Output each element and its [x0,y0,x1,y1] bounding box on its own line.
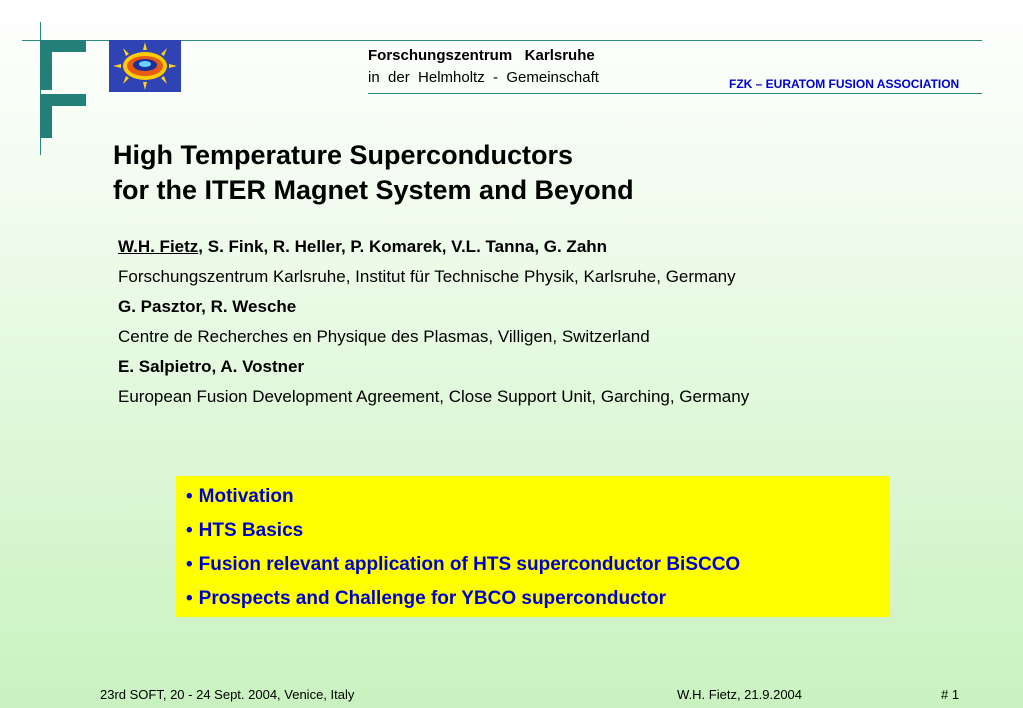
affiliation-3: European Fusion Development Agreement, Close Support Unit, Garching, Germany [118,387,750,406]
logo-bar-horizontal-top [40,40,86,52]
slide-title [113,138,634,208]
presenter-name: W.H. Fietz [118,237,199,256]
bullet-icon: • [186,554,193,575]
outline-item [186,482,890,516]
euratom-emblem-icon [109,40,181,92]
outline-item [186,584,890,618]
outline-list [176,476,890,618]
outline-item-label: Fusion relevant application of HTS superconductor BiSCCO [198,554,741,575]
footer-page-number: # 1 [941,687,960,702]
institute-subtitle: in der Helmholtz - Gemeinschaft [368,69,599,86]
affiliation-2: Centre de Recherches en Physique des Plasmas, Villigen, Switzerland [118,327,650,346]
outline-item-label: Motivation [198,486,294,507]
footer-author-date: W.H. Fietz, 21.9.2004 [677,687,803,702]
author-group-3: E. Salpietro, A. Vostner [118,357,305,376]
bullet-icon: • [186,486,193,507]
outline-item-label: HTS Basics [198,520,304,541]
institute-name: Forschungszentrum Karlsruhe [368,47,595,64]
logo-header-underline [368,93,982,94]
affiliation-1: Forschungszentrum Karlsruhe, Institut für Technische Physik, Karlsruhe, Germany [118,267,736,286]
author-group-2: G. Pasztor, R. Wesche [118,297,297,316]
footer-conference: 23rd SOFT, 20 - 24 Sept. 2004, Venice, Italy [100,687,355,702]
bullet-icon: • [186,588,193,609]
bullet-icon: • [186,520,193,541]
slide-title-line1: High Temperature Superconductors [113,140,574,170]
author-group-1 [118,236,749,266]
outline-item [186,550,890,584]
slide-title-line2: for the ITER Magnet System and Beyond [113,175,634,205]
outline-item-label: Prospects and Challenge for YBCO superconductor [198,588,667,609]
association-label: FZK – EURATOM FUSION ASSOCIATION [729,77,960,91]
logo-bar-horizontal-bottom [40,94,86,106]
outline-item [186,516,890,550]
author-list [118,236,749,416]
coauthor-names: , S. Fink, R. Heller, P. Komarek, V.L. Tanna, G. Zahn [198,237,608,256]
outline-box [176,476,890,617]
